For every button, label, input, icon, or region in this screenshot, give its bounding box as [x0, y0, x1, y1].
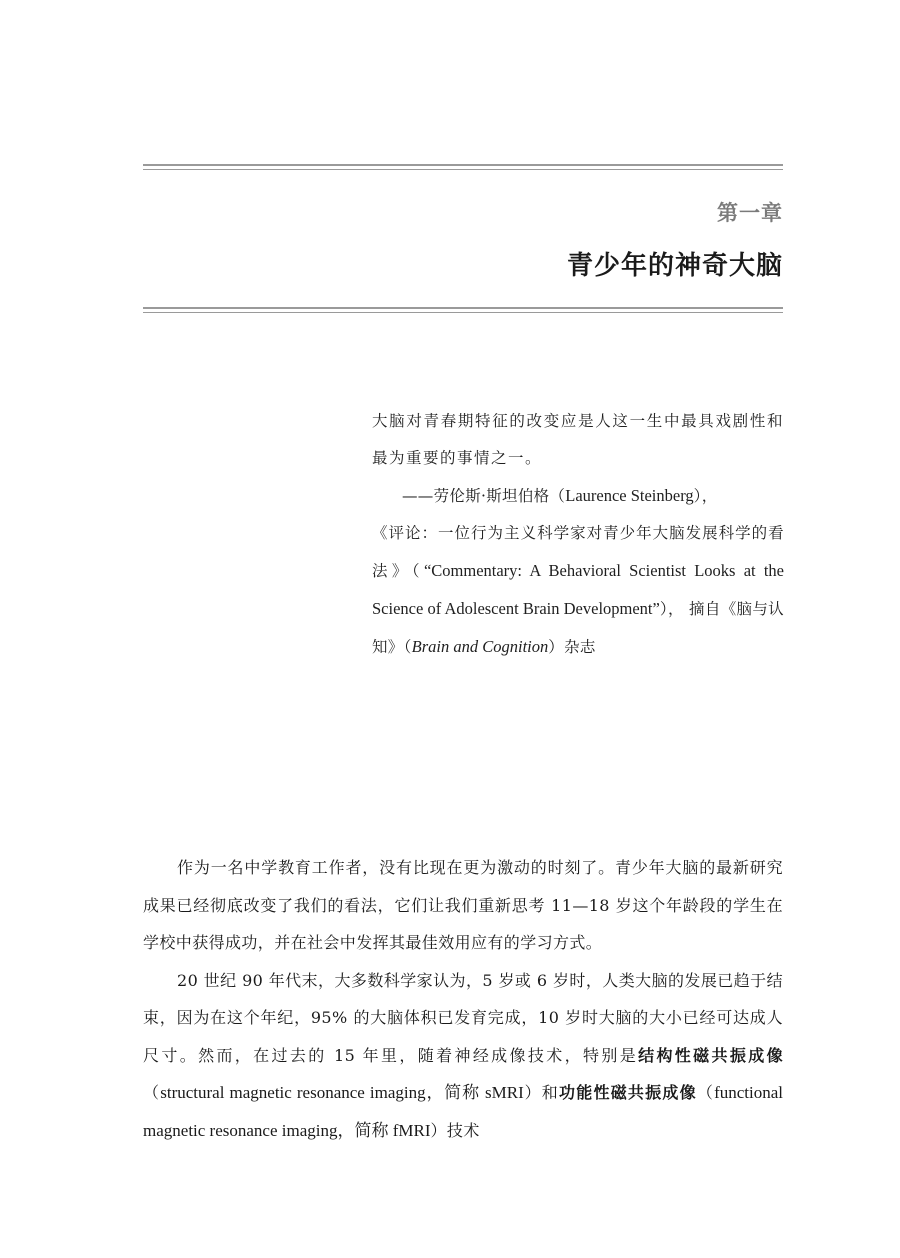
attribution-dash: ——劳伦斯·斯坦伯格（	[402, 487, 566, 505]
author-name-en: Laurence Steinberg	[565, 486, 694, 505]
epigraph	[372, 403, 784, 666]
term-smri: 结构性磁共振成像	[638, 1045, 784, 1065]
source-suffix: ）杂志	[548, 638, 596, 656]
journal-name-en: Brain and Cognition	[411, 637, 549, 656]
source-prefix: 摘自《脑与认知》（	[372, 600, 784, 656]
chapter-title: 青少年的神奇大脑	[566, 251, 783, 281]
article-title-en: “Commentary: A Behavioral Scientist Looks at the Science of Adolescent Brain Development”	[372, 561, 784, 618]
para2-text-c: ）和	[523, 1083, 560, 1102]
epigraph-source	[372, 515, 784, 666]
chapter-label: 第一章	[717, 201, 783, 225]
para2-text-e: ）技术	[430, 1120, 480, 1140]
term-smri-en: structural magnetic resonance imaging，简称 sMRI	[160, 1083, 524, 1102]
para2-text-b: （	[143, 1083, 161, 1102]
para2-text-a: 20 世纪 90 年代末，大多数科学家认为，5 岁或 6 岁时，人类大脑的发展已趋于结束，因为在这个年纪，95% 的大脑体积已发育完成，10 岁时大脑的大小已经可达成人尺寸。然而，在过去的 15 年里，随着神经成像技术，特别是	[143, 970, 783, 1065]
term-fmri-en: functional magnetic resonance imaging，简称 fMRI	[143, 1083, 783, 1140]
header-rule-top	[143, 164, 783, 166]
body-paragraph-2	[143, 962, 783, 1150]
epigraph-attribution	[372, 477, 784, 515]
header-rule-bottom	[143, 307, 783, 309]
epigraph-quote: 大脑对青春期特征的改变应是人这一生中最具戏剧性和最为重要的事情之一。	[372, 412, 784, 467]
body-text	[143, 849, 783, 1149]
attribution-close: ），	[693, 487, 718, 505]
article-title-cn: 《评论：一位行为主义科学家对青少年大脑发展科学的看法》（	[372, 524, 784, 580]
body-paragraph-1: 作为一名中学教育工作者，没有比现在更为激动的时刻了。青少年大脑的最新研究成果已经彻底改变了我们的看法，它们让我们重新思考 11—18 岁这个年龄段的学生在学校中获得成功，并在社会中发挥其最佳效用应有的学习方式。	[143, 858, 783, 952]
para2-text-d: （	[696, 1083, 715, 1102]
term-fmri: 功能性磁共振成像	[559, 1083, 697, 1102]
article-close: ），	[659, 600, 684, 618]
